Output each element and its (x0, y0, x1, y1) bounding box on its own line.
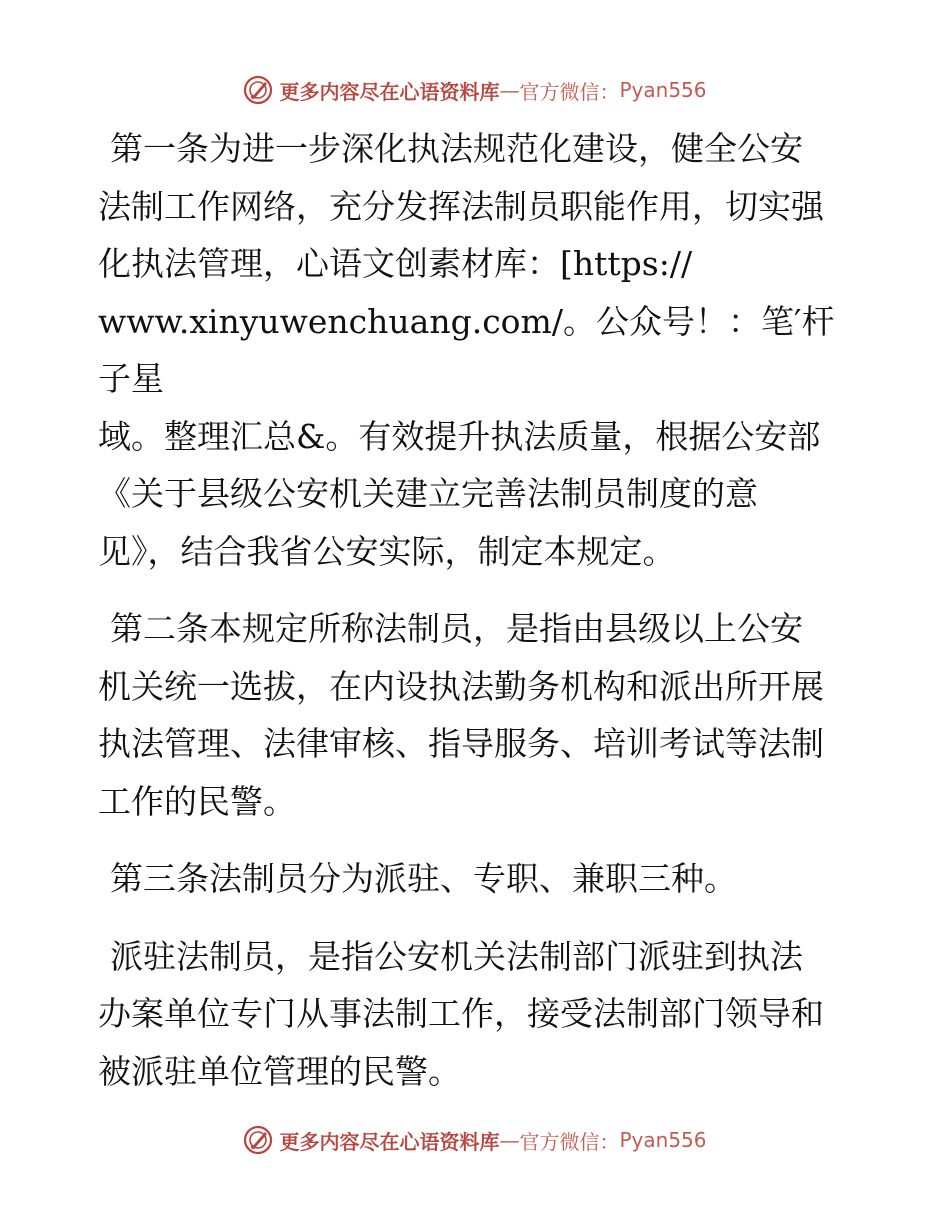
document-body (98, 120, 858, 1120)
footer-wechat-label: 官方微信： (519, 1129, 620, 1154)
header-separator: — (499, 78, 520, 102)
footer-separator: — (499, 1128, 520, 1152)
paragraph-article-3: 第三条法制员分为派驻、专职、兼职三种。 (110, 859, 737, 898)
header-wechat-label: 官方微信： (519, 79, 620, 104)
footer-brand-text: 更多内容尽在心语资料库 (279, 1129, 500, 1154)
brand-logo-icon (243, 1125, 273, 1155)
header-brand-text: 更多内容尽在心语资料库 (279, 79, 500, 104)
footer-banner (0, 1120, 950, 1160)
paragraph-dispatched-definition: 派驻法制员，是指公安机关法制部门派驻到执法 办案单位专门从事法制工作，接受法制部门领导和 被派驻单位管理的民警。 (98, 936, 824, 1091)
paragraph-article-2: 第二条本规定所称法制员，是指由县级以上公安 机关统一选拔，在内设执法勤务机构和派出所开展 执法管理、法律审核、指导服务、培训考试等法制 工作的民警。 (98, 609, 824, 821)
brand-logo-icon (243, 75, 273, 105)
header-wechat-id: Pyan556 (619, 78, 707, 102)
footer-wechat-id: Pyan556 (619, 1128, 707, 1152)
header-banner (0, 70, 950, 110)
paragraph-article-1: 第一条为进一步深化执法规范化建设，健全公安 法制工作网络，充分发挥法制员职能作用，切实强 化执法管理，心语文创素材库：[https:// www.xinyuwenchuang.com/。公众号！：笔′杆子星 域。整理汇总&。有效提升执法质量，根据公安部 《关于县级公安机关建立完善法制员制度的意 见》，结合我省公安实际，制定本规定。 (98, 129, 835, 571)
